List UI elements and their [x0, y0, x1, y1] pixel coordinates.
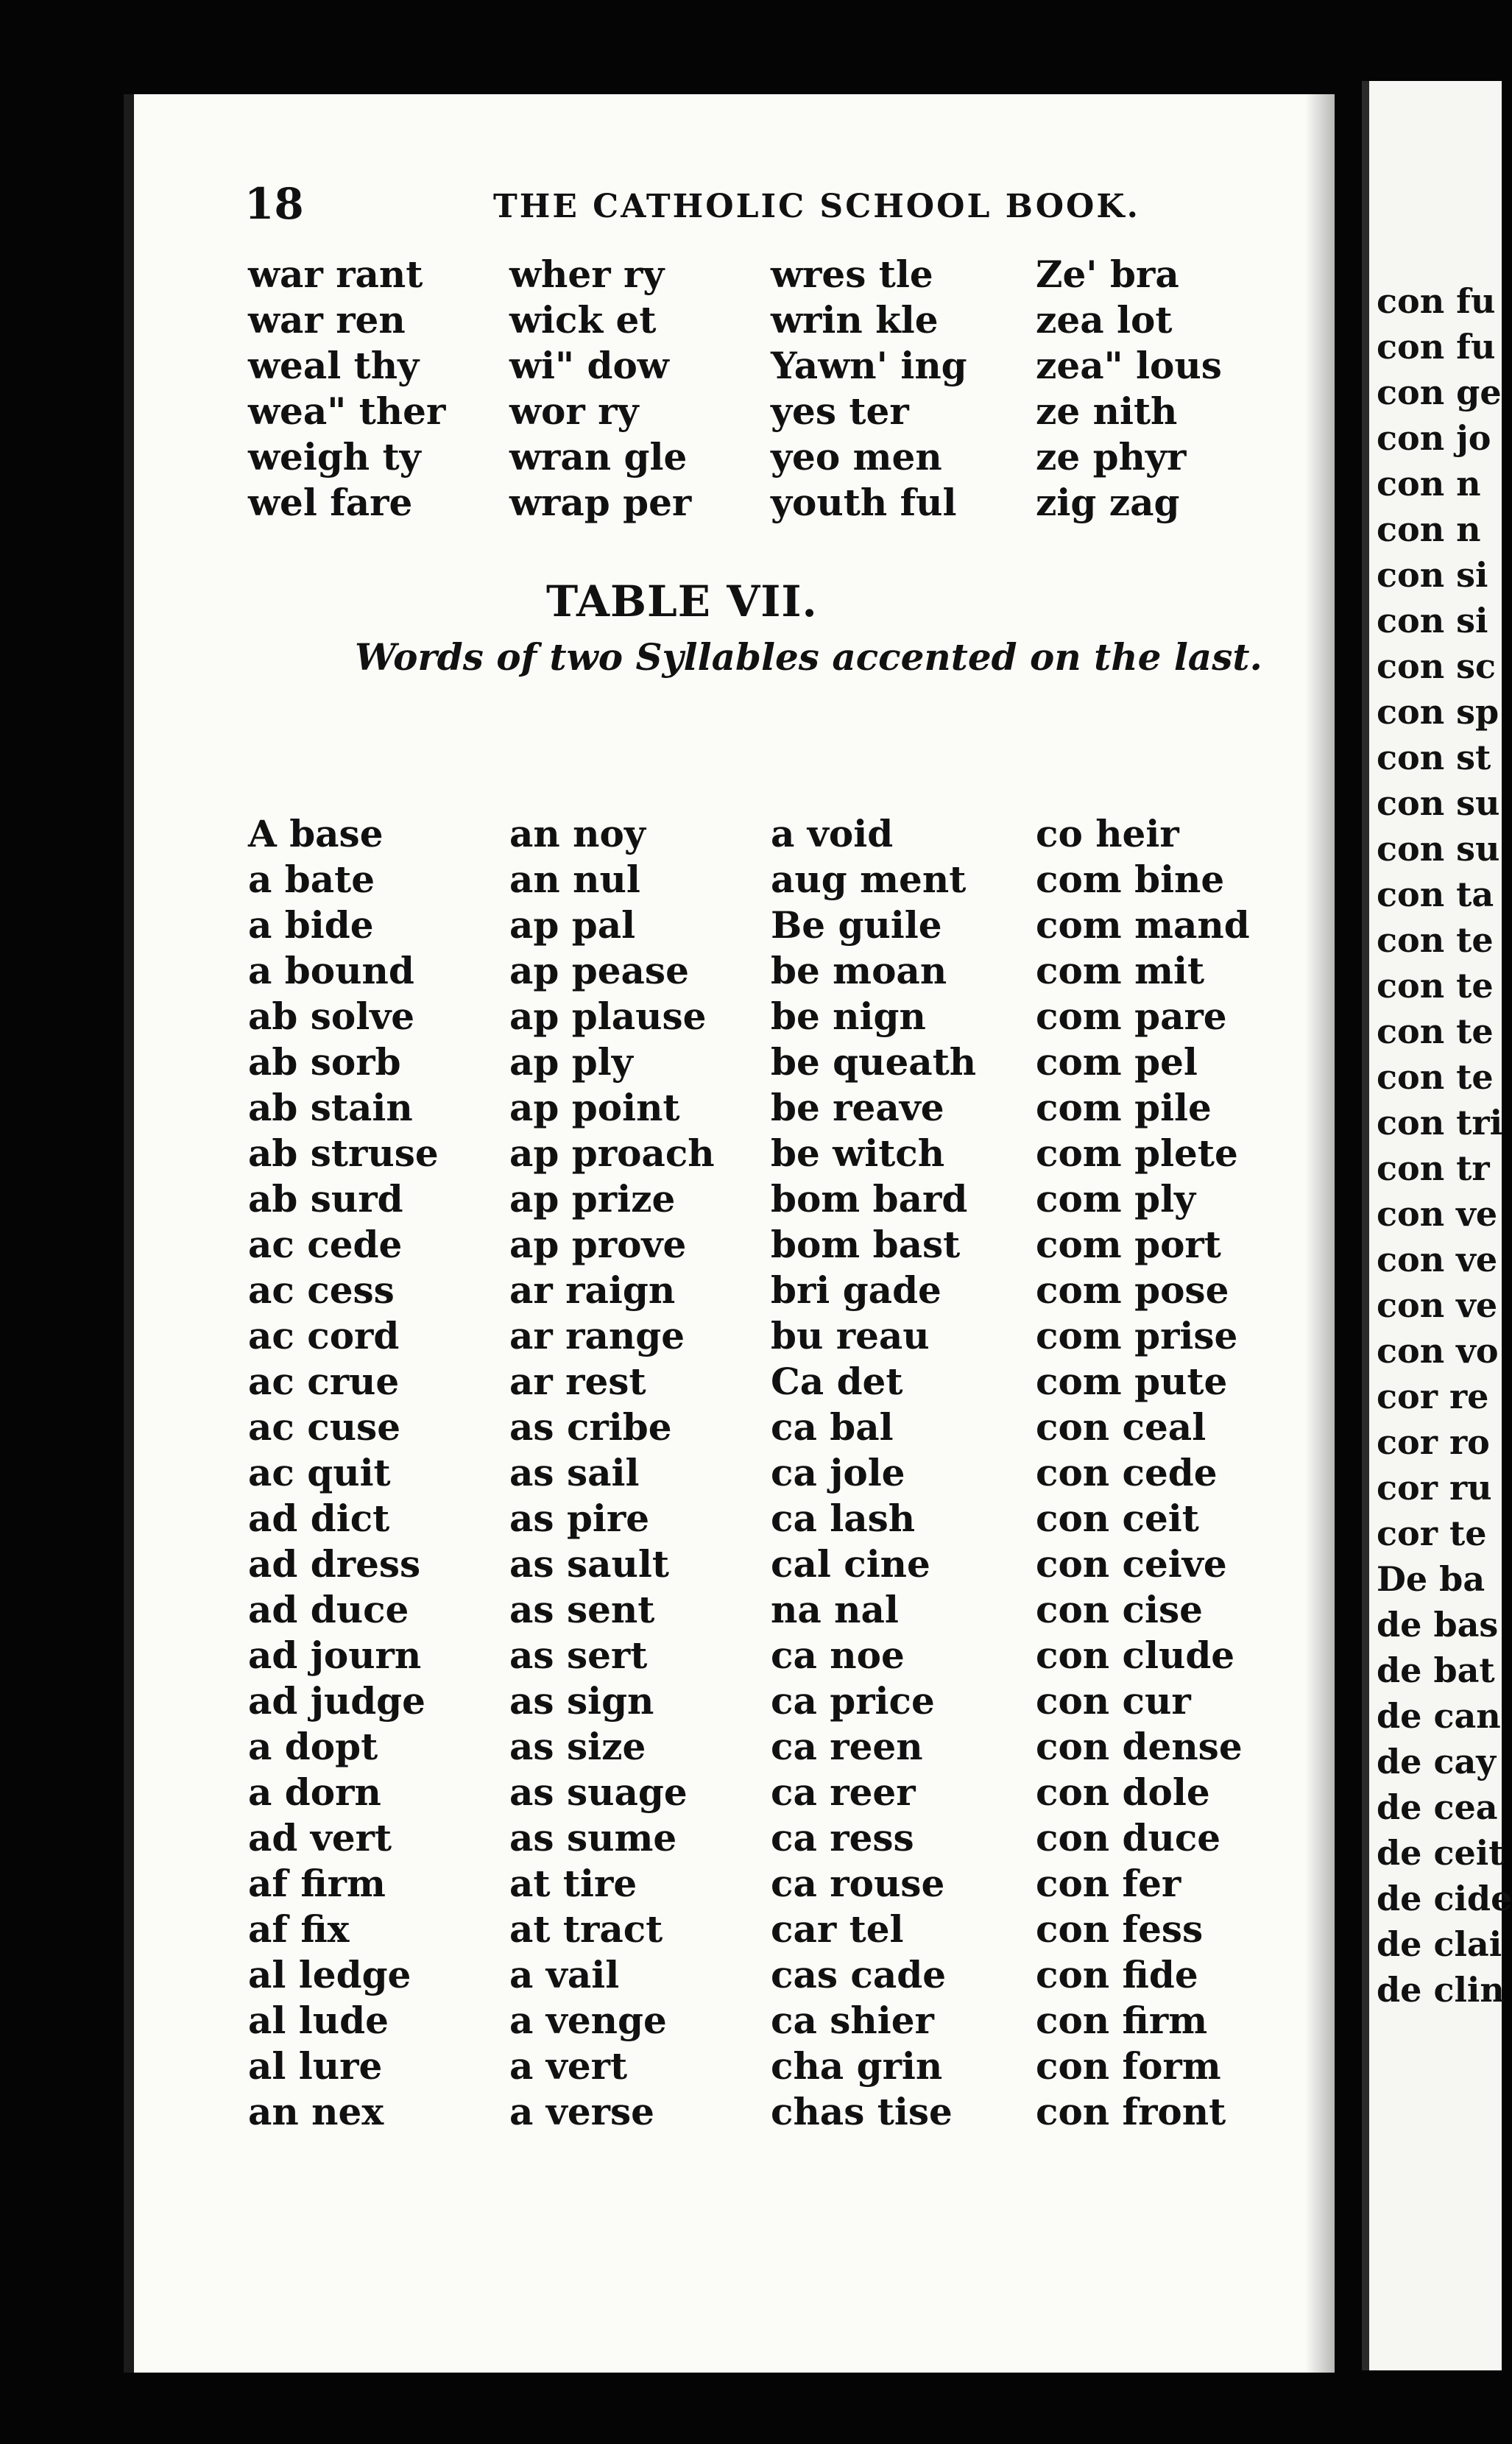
- facing-word-entry: con sc: [1377, 646, 1497, 686]
- word-entry: an nul: [509, 858, 640, 901]
- word-entry: con form: [1036, 2044, 1221, 2088]
- word-entry: be nign: [771, 995, 926, 1038]
- word-entry: ad dress: [248, 1542, 421, 1586]
- word-entry: ap plause: [509, 995, 707, 1038]
- word-entry: be moan: [771, 949, 947, 992]
- word-entry: ac crue: [248, 1360, 400, 1403]
- facing-page-fragment: [1362, 81, 1512, 2370]
- word-entry: ca noe: [771, 1634, 905, 1677]
- facing-word-entry: con jo: [1377, 418, 1491, 458]
- word-entry: na nal: [771, 1588, 899, 1631]
- facing-word-entry: de cea: [1377, 1787, 1498, 1827]
- word-entry: al lure: [248, 2044, 383, 2088]
- facing-word-entry: con ve: [1377, 1194, 1498, 1234]
- word-entry: wrin kle: [771, 298, 939, 342]
- facing-word-entry: cor ro: [1377, 1422, 1490, 1462]
- facing-word-entry: cor ru: [1377, 1468, 1492, 1508]
- word-entry: af fix: [248, 1907, 350, 1951]
- word-entry: ab stain: [248, 1086, 413, 1129]
- word-entry: ap point: [509, 1086, 680, 1129]
- word-entry: ac cede: [248, 1223, 403, 1266]
- word-entry: youth ful: [771, 481, 957, 524]
- word-entry: ca reer: [771, 1770, 916, 1814]
- word-entry: ap ply: [509, 1040, 633, 1084]
- word-entry: wor ry: [509, 389, 639, 433]
- word-entry: con ceive: [1036, 1542, 1227, 1586]
- word-entry: zig zag: [1036, 481, 1180, 524]
- facing-word-entry: cor re: [1377, 1377, 1489, 1416]
- word-entry: weal thy: [248, 344, 420, 387]
- word-entry: a void: [771, 812, 894, 855]
- facing-word-entry: con si: [1377, 555, 1488, 595]
- facing-word-entry: de bat: [1377, 1650, 1495, 1690]
- word-entry: wi" dow: [509, 344, 669, 387]
- word-entry: al lude: [248, 1999, 389, 2042]
- word-entry: be witch: [771, 1131, 945, 1175]
- word-entry: con cede: [1036, 1451, 1218, 1494]
- page-number: 18: [244, 179, 304, 229]
- word-entry: an nex: [248, 2090, 384, 2133]
- facing-word-entry: con ta: [1377, 875, 1494, 914]
- word-entry: ca ress: [771, 1816, 914, 1860]
- facing-word-entry: con fu: [1377, 327, 1496, 367]
- facing-word-entry: con n: [1377, 464, 1481, 504]
- word-entry: Yawn' ing: [771, 344, 967, 387]
- word-entry: as cribe: [509, 1405, 672, 1449]
- word-entry: war ren: [248, 298, 406, 342]
- word-entry: wick et: [509, 298, 657, 342]
- facing-word-entry: de clin: [1377, 1970, 1505, 2010]
- word-entry: wea" ther: [248, 389, 446, 433]
- word-entry: as pire: [509, 1497, 650, 1540]
- word-entry: chas tise: [771, 2090, 953, 2133]
- word-entry: wrap per: [509, 481, 692, 524]
- table-title: TABLE VII.: [546, 576, 818, 626]
- word-entry: yeo men: [771, 435, 942, 478]
- facing-word-entry: con ve: [1377, 1240, 1498, 1279]
- page-gutter-shadow: [1305, 94, 1335, 2373]
- word-entry: ad vert: [248, 1816, 392, 1860]
- word-entry: as sail: [509, 1451, 640, 1494]
- word-entry: wel fare: [248, 481, 413, 524]
- word-entry: al ledge: [248, 1953, 411, 1996]
- word-entry: A base: [248, 812, 384, 855]
- word-entry: wres tle: [771, 252, 933, 296]
- word-entry: a bate: [248, 858, 375, 901]
- word-entry: as sert: [509, 1634, 648, 1677]
- word-entry: com ply: [1036, 1177, 1196, 1221]
- word-entry: ze phyr: [1036, 435, 1187, 478]
- word-entry: be reave: [771, 1086, 944, 1129]
- word-entry: ca shier: [771, 1999, 934, 2042]
- word-entry: as size: [509, 1725, 646, 1768]
- word-entry: a dorn: [248, 1770, 381, 1814]
- word-entry: ac cess: [248, 1268, 395, 1312]
- word-entry: a verse: [509, 2090, 654, 2133]
- facing-word-entry: con si: [1377, 601, 1488, 640]
- word-entry: Be guile: [771, 903, 942, 947]
- facing-word-entry: con st: [1377, 738, 1491, 777]
- word-entry: bom bast: [771, 1223, 961, 1266]
- facing-word-entry: con ge: [1377, 372, 1502, 412]
- word-entry: wran gle: [509, 435, 688, 478]
- word-entry: ar range: [509, 1314, 685, 1357]
- word-entry: com pare: [1036, 995, 1227, 1038]
- word-entry: a bound: [248, 949, 414, 992]
- word-entry: ad judge: [248, 1679, 425, 1723]
- word-entry: ze nith: [1036, 389, 1178, 433]
- word-entry: com pel: [1036, 1040, 1198, 1084]
- word-entry: ac cuse: [248, 1405, 401, 1449]
- word-entry: bu reau: [771, 1314, 930, 1357]
- word-entry: con cur: [1036, 1679, 1191, 1723]
- page-header: [244, 179, 1275, 238]
- word-entry: cal cine: [771, 1542, 930, 1586]
- word-entry: cha grin: [771, 2044, 943, 2088]
- word-entry: con duce: [1036, 1816, 1221, 1860]
- facing-word-entry: con te: [1377, 1057, 1494, 1097]
- word-entry: as sign: [509, 1679, 654, 1723]
- word-entry: com mand: [1036, 903, 1250, 947]
- word-entry: ar raign: [509, 1268, 676, 1312]
- word-entry: ca rouse: [771, 1862, 945, 1905]
- word-entry: ab solve: [248, 995, 415, 1038]
- word-entry: com pute: [1036, 1360, 1228, 1403]
- word-entry: ap prize: [509, 1177, 676, 1221]
- facing-word-entry: con sp: [1377, 692, 1499, 732]
- facing-word-entry: con te: [1377, 966, 1494, 1006]
- word-entry: com pile: [1036, 1086, 1212, 1129]
- word-entry: as sent: [509, 1588, 655, 1631]
- word-entry: war rant: [248, 252, 423, 296]
- word-entry: as sault: [509, 1542, 669, 1586]
- word-entry: at tract: [509, 1907, 663, 1951]
- word-entry: con clude: [1036, 1634, 1235, 1677]
- word-entry: Ca det: [771, 1360, 903, 1403]
- word-entry: zea lot: [1036, 298, 1173, 342]
- facing-word-entry: con tri: [1377, 1103, 1503, 1142]
- table-subtitle: Words of two Syllables accented on the last.: [355, 635, 1262, 679]
- word-entry: con fer: [1036, 1862, 1181, 1905]
- word-entry: ad duce: [248, 1588, 409, 1631]
- facing-word-entry: con su: [1377, 829, 1500, 869]
- word-entry: ca jole: [771, 1451, 905, 1494]
- word-entry: ap prove: [509, 1223, 687, 1266]
- word-entry: ad journ: [248, 1634, 422, 1677]
- word-entry: con fess: [1036, 1907, 1204, 1951]
- running-title: THE CATHOLIC SCHOOL BOOK.: [493, 188, 1140, 225]
- word-entry: wher ry: [509, 252, 665, 296]
- word-entry: af firm: [248, 1862, 386, 1905]
- facing-word-entry: de cay: [1377, 1742, 1496, 1781]
- word-entry: con front: [1036, 2090, 1226, 2133]
- word-entry: bri gade: [771, 1268, 942, 1312]
- word-entry: com pose: [1036, 1268, 1229, 1312]
- word-entry: Ze' bra: [1036, 252, 1179, 296]
- word-entry: a vert: [509, 2044, 628, 2088]
- word-entry: com bine: [1036, 858, 1225, 901]
- word-entry: con dole: [1036, 1770, 1210, 1814]
- word-entry: car tel: [771, 1907, 904, 1951]
- word-entry: ap pease: [509, 949, 689, 992]
- word-entry: ca bal: [771, 1405, 894, 1449]
- facing-word-entry: con ve: [1377, 1285, 1498, 1325]
- word-entry: a bide: [248, 903, 374, 947]
- word-entry: con cise: [1036, 1588, 1203, 1631]
- word-entry: ap pal: [509, 903, 636, 947]
- word-entry: cas cade: [771, 1953, 947, 1996]
- word-entry: con dense: [1036, 1725, 1243, 1768]
- word-entry: ca price: [771, 1679, 935, 1723]
- word-entry: ca reen: [771, 1725, 923, 1768]
- facing-word-entry: con tr: [1377, 1148, 1490, 1188]
- word-entry: ab surd: [248, 1177, 403, 1221]
- facing-word-entry: de ceit: [1377, 1833, 1505, 1873]
- word-entry: com prise: [1036, 1314, 1238, 1357]
- word-entry: ac quit: [248, 1451, 391, 1494]
- word-entry: com plete: [1036, 1131, 1238, 1175]
- word-entry: ad dict: [248, 1497, 390, 1540]
- facing-word-entry: con fu: [1377, 281, 1496, 321]
- word-entry: weigh ty: [248, 435, 421, 478]
- word-entry: zea" lous: [1036, 344, 1222, 387]
- word-entry: con ceal: [1036, 1405, 1207, 1449]
- word-entry: a vail: [509, 1953, 620, 1996]
- word-entry: as suage: [509, 1770, 688, 1814]
- word-entry: ca lash: [771, 1497, 916, 1540]
- facing-word-entry: con n: [1377, 509, 1481, 549]
- word-entry: con fide: [1036, 1953, 1198, 1996]
- facing-word-entry: de can: [1377, 1696, 1501, 1736]
- word-entry: at tire: [509, 1862, 637, 1905]
- facing-word-entry: de bas: [1377, 1605, 1499, 1645]
- facing-word-entry: con vo: [1377, 1331, 1499, 1371]
- word-entry: co heir: [1036, 812, 1179, 855]
- word-entry: an noy: [509, 812, 646, 855]
- word-entry: com port: [1036, 1223, 1221, 1266]
- word-entry: bom bard: [771, 1177, 968, 1221]
- word-entry: be queath: [771, 1040, 977, 1084]
- word-entry: ac cord: [248, 1314, 400, 1357]
- word-entry: ar rest: [509, 1360, 646, 1403]
- word-entry: ab sorb: [248, 1040, 401, 1084]
- word-entry: a venge: [509, 1999, 667, 2042]
- facing-word-entry: de clai: [1377, 1924, 1502, 1964]
- word-entry: yes ter: [771, 389, 909, 433]
- word-entry: com mit: [1036, 949, 1205, 992]
- facing-word-entry: cor te: [1377, 1514, 1487, 1553]
- word-entry: ap proach: [509, 1131, 715, 1175]
- facing-word-entry: con te: [1377, 1011, 1494, 1051]
- word-entry: a dopt: [248, 1725, 378, 1768]
- word-entry: as sume: [509, 1816, 677, 1860]
- word-entry: con firm: [1036, 1999, 1208, 2042]
- word-entry: con ceit: [1036, 1497, 1199, 1540]
- facing-word-entry: con su: [1377, 783, 1500, 823]
- book-page: [124, 94, 1335, 2373]
- word-entry: aug ment: [771, 858, 967, 901]
- word-entry: ab struse: [248, 1131, 439, 1175]
- facing-word-entry: De ba: [1377, 1559, 1485, 1599]
- facing-word-entry: con te: [1377, 920, 1494, 960]
- facing-word-entry: de cide: [1377, 1879, 1512, 1918]
